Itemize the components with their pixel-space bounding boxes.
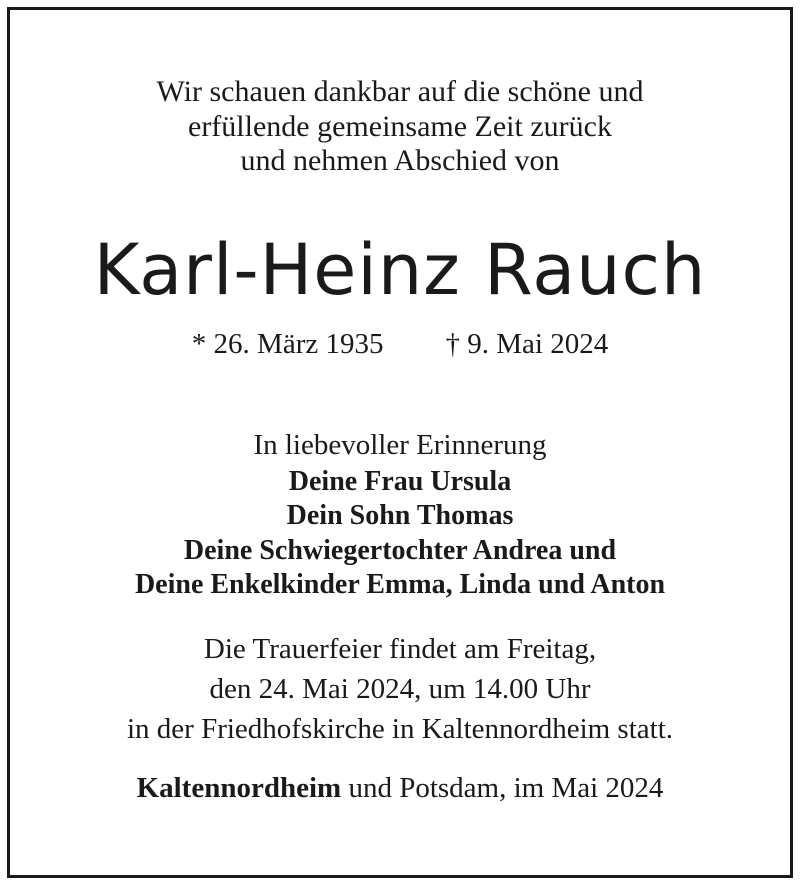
service-line-1: Die Trauerfeier findet am Freitag, [203,633,597,665]
intro-line-3: und nehmen Abschied von [240,144,560,177]
obituary-notice [7,7,793,878]
signoff-line [10,771,790,805]
life-dates [10,327,790,361]
mourner-name: Deine Enkelkinder Emma, Linda und Anton [134,569,666,600]
intro-line-1: Wir schauen dankbar auf die schöne und [156,75,644,108]
mourner-name: Deine Frau Ursula [288,466,512,497]
birth-date: * 26. März 1935 [191,328,384,360]
intro-line-2: erfüllende gemeinsame Zeit zurück [188,110,612,143]
mourner-name: Dein Sohn Thomas [286,500,514,531]
deceased-name: Karl-Heinz Rauch [93,229,707,311]
memory-line: In liebevoller Erinnerung [253,429,547,461]
signoff-rest: und Potsdam, im Mai 2024 [341,772,664,804]
mourner-name: Deine Schwiegertochter Andrea und [183,535,617,566]
signoff-place: Kaltennordheim [136,772,342,804]
death-date: † 9. Mai 2024 [445,328,609,360]
service-line-2: den 24. Mai 2024, um 14.00 Uhr [209,673,591,705]
service-line-3: in der Friedhofskirche in Kaltennordheim statt. [126,713,674,745]
